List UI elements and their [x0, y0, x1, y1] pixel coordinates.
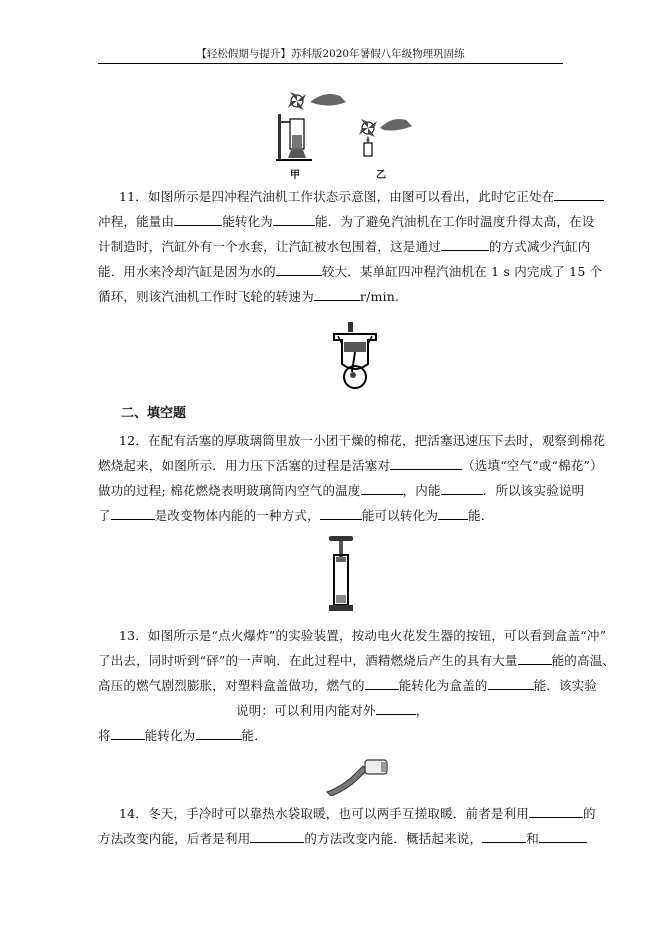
answer-blank[interactable] — [320, 505, 362, 520]
answer-blank[interactable] — [174, 211, 222, 226]
answer-blank[interactable] — [111, 505, 155, 520]
answer-blank[interactable] — [250, 828, 304, 843]
page-header: 【轻松假期与提升】苏科版2020年暑假八年级物理巩固练 — [196, 48, 465, 60]
figure-label-yi: 乙 — [376, 170, 386, 181]
answer-blank[interactable] — [488, 675, 534, 690]
answer-blank[interactable] — [390, 455, 462, 470]
question-12: 12．在配有活塞的厚玻璃筒里放一小团干燥的棉花，把活塞迅速压下去时，观察到棉花 燃烧起来，如图所示．用力压下活塞的过程是活塞对 （选填“空气”或“棉花”） 做功的过程; 棉花燃烧表明玻璃筒内空气的温度 ，内能 ．所以该实验说明 了 是改变物体内能的一种方式， 能可以转化为 能． — [98, 433, 606, 523]
answer-blank[interactable] — [196, 725, 242, 740]
answer-blank[interactable] — [365, 675, 399, 690]
answer-blank[interactable] — [554, 186, 604, 201]
pinwheel-figure — [270, 86, 415, 166]
answer-blank[interactable] — [441, 236, 489, 251]
answer-blank[interactable] — [314, 286, 360, 301]
answer-blank[interactable] — [111, 725, 145, 740]
piston-cylinder-figure — [326, 533, 356, 615]
question-11: 11．如图所示是四冲程汽油机工作状态示意图，由图可以看出，此时它正处在 冲程，能量由 能转化为 能．为了避免汽油机在工作时温度升得太高，在设 计制造时，汽缸外有一个水套，让汽缸被水包围着，这是通过 的方式减少汽缸内 能．用水来冷却汽缸是因为水的 较大．某单缸四冲程汽油机在 1 s 内完成了 15 个 循环，则该汽油机工作时飞轮的转速为 r/min. — [98, 184, 568, 309]
header-divider — [98, 63, 563, 64]
answer-blank[interactable] — [441, 480, 483, 495]
answer-blank[interactable] — [539, 828, 587, 843]
figure-label-jia: 甲 — [290, 170, 300, 181]
answer-blank[interactable] — [361, 480, 403, 495]
spark-igniter-figure — [323, 756, 393, 796]
answer-blank[interactable] — [482, 828, 526, 843]
answer-blank[interactable] — [273, 211, 315, 226]
question-13: 13．如图所示是“点火爆炸”的实验装置，按动电火花发生器的按钮，可以看到盒盖“冲” 了出去，同时听到“砰”的一声响．在此过程中，酒精燃烧后产生的具有大量 能的高温、 高压的燃气剧烈膨胀，对塑料盒盖做功，燃气的 能转化为盒盖的 能．该实验 说明：可以利用内能对外 ， 将 能转化为 能． — [98, 628, 616, 743]
answer-blank[interactable] — [438, 505, 468, 520]
section-title: 二、填空题 — [121, 406, 187, 421]
answer-blank[interactable] — [518, 650, 552, 665]
answer-blank[interactable] — [529, 803, 583, 818]
engine-diagram — [330, 320, 380, 392]
answer-blank[interactable] — [276, 261, 322, 276]
answer-blank[interactable] — [376, 700, 416, 715]
question-14: 14．冬天，手冷时可以靠热水袋取暖，也可以两手互搓取暖．前者是利用 的 方法改变内能，后者是利用 的方法改变内能．概括起来说， 和 — [98, 801, 568, 851]
